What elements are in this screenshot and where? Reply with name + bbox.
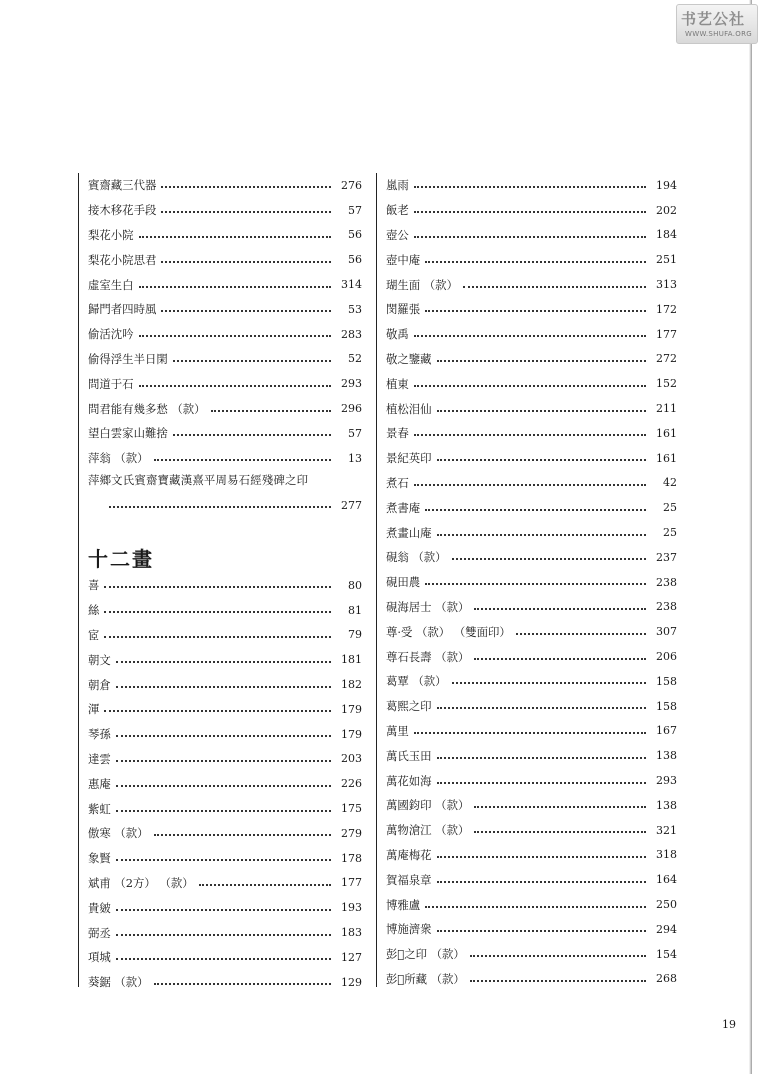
index-entry [88,421,362,446]
index-entry [386,719,677,744]
index-entry [386,545,677,570]
leader-dots [104,611,331,613]
index-entry [88,722,362,747]
index-page-number: 272 [656,352,677,366]
index-entry [88,396,362,421]
index-entry [386,917,677,942]
leader-dots [425,509,646,511]
index-page-number: 79 [348,628,362,642]
index-page-number: 56 [348,253,362,267]
leader-dots [104,586,331,588]
index-entry [386,495,677,520]
index-term: 煮石 [386,475,409,490]
leader-dots [425,310,646,312]
index-term: 壺公 [386,227,409,242]
index-entry [386,669,677,694]
index-term: 萍翁 （款） [88,451,149,466]
index-entry [88,446,362,471]
index-page-number: 172 [656,302,677,316]
leader-dots [437,757,646,759]
index-entry [386,595,677,620]
index-term: 飯老 [386,203,409,218]
leader-dots [139,385,331,387]
index-entry [386,843,677,868]
index-page-number: 277 [341,498,362,512]
index-term: 硯海居士 （款） [386,599,470,614]
leader-dots [414,335,646,337]
index-entry [386,793,677,818]
leader-dots [437,534,646,536]
index-page-number: 226 [341,777,362,791]
index-entry [386,942,677,967]
column-rule-left [78,173,79,987]
index-term: 萬氏玉田 [386,748,432,763]
index-term: 象賢 [88,851,111,866]
index-page-number: 25 [663,501,677,515]
index-entry [386,471,677,496]
index-page-number: 279 [341,826,362,840]
index-entry [88,297,362,322]
index-term: 虛室生白 [88,277,134,292]
index-term: 嵐雨 [386,178,409,193]
index-term: 朝文 [88,652,111,667]
index-entry [88,796,362,821]
index-page-number: 129 [341,975,362,989]
column-rule-right [376,173,377,987]
leader-dots [437,459,646,461]
watermark-text: 书艺公社 [681,10,746,28]
index-term: 植松泪仙 [386,401,432,416]
index-term: 瑚生面 （款） [386,277,458,292]
index-page-number: 164 [656,873,677,887]
leader-dots [474,658,646,660]
index-term: 閔羅張 [386,302,421,317]
index-entry [88,623,362,648]
index-entry-long [88,468,362,493]
index-page-number: 52 [348,352,362,366]
index-term: 葛覃 （款） [386,674,447,689]
index-term: 貴皴 [88,900,111,915]
index-page-number: 158 [656,699,677,713]
leader-dots [425,906,646,908]
index-term: 彭𣲖所藏 （款） [386,971,465,986]
index-page-number: 167 [656,724,677,738]
index-entry [88,347,362,372]
index-page-number: 161 [656,426,677,440]
leader-dots [437,360,646,362]
index-entry [386,967,677,992]
leader-dots [414,484,646,486]
leader-dots [116,810,331,812]
index-entry [386,694,677,719]
index-page-number: 276 [341,178,362,192]
index-term: 景紀英印 [386,451,432,466]
index-term: 歸門者四時風 [88,302,157,317]
index-page-number: 179 [341,702,362,716]
leader-dots [516,633,646,635]
leader-dots [437,856,646,858]
index-page-number: 57 [348,203,362,217]
index-entry [88,895,362,920]
leader-dots [470,980,646,982]
leader-dots [154,983,331,985]
index-page-number: 293 [341,377,362,391]
leader-dots [414,385,646,387]
leader-dots [414,732,646,734]
index-term: 宧 [88,627,100,642]
leader-dots [437,782,646,784]
index-term: 敬禹 [386,327,409,342]
watermark-logo [676,4,758,44]
index-page-number: 182 [341,678,362,692]
index-page-number: 179 [341,727,362,741]
index-column-left [78,173,366,993]
index-entry [88,598,362,623]
index-entry [88,697,362,722]
index-entry [88,920,362,945]
leader-dots [116,735,331,737]
index-entry-long-continuation [104,493,362,518]
index-page-number: 161 [656,451,677,465]
index-entry [386,892,677,917]
index-page-number: 193 [341,901,362,915]
index-term: 植東 [386,376,409,391]
index-term: 達雲 [88,751,111,766]
leader-dots [116,934,331,936]
leader-dots [116,785,331,787]
index-page-number: 57 [348,426,362,440]
index-term: 渾 [88,702,100,717]
leader-dots [437,930,646,932]
index-term: 博雅盧 [386,897,421,912]
leader-dots [104,710,331,712]
index-term: 葵鋸 （款） [88,975,149,990]
index-term: 彭𣲖之印 （款） [386,947,465,962]
leader-dots [109,506,331,508]
leader-dots [104,636,331,638]
index-term: 斌甫 （2方） （款） [88,875,194,890]
index-entry [386,446,677,471]
index-term: 絲 [88,603,100,618]
index-entry [386,272,677,297]
leader-dots [474,831,646,833]
index-page-number: 178 [341,851,362,865]
index-page-number: 152 [656,377,677,391]
leader-dots [414,236,646,238]
index-page-number: 177 [341,876,362,890]
index-term: 尊·受 （款） （雙面印） [386,624,511,639]
index-entry [88,647,362,672]
index-term: 偷得浮生半日閑 [88,351,168,366]
index-page-number: 158 [656,674,677,688]
index-term: 惠庵 [88,776,111,791]
index-column-right [376,173,681,993]
index-term: 敬之鑒藏 [386,351,432,366]
index-entry [386,644,677,669]
index-page-number: 237 [656,550,677,564]
index-page-number: 127 [341,950,362,964]
index-entry [88,322,362,347]
leader-dots [161,261,331,263]
leader-dots [414,186,646,188]
leader-dots [452,558,646,560]
index-entry [386,520,677,545]
leader-dots [414,434,646,436]
index-page-number: 206 [656,650,677,664]
index-entry [386,768,677,793]
index-entry [88,573,362,598]
leader-dots [139,286,331,288]
index-page-number: 314 [341,278,362,292]
index-term: 弼丞 [88,925,111,940]
leader-dots [199,884,331,886]
index-page-number: 202 [656,203,677,217]
index-page-number: 13 [348,451,362,465]
index-term: 接木移花手段 [88,203,157,218]
index-entry [386,223,677,248]
index-entry [88,821,362,846]
index-page-number: 154 [656,947,677,961]
index-page-number: 250 [656,898,677,912]
index-page-number: 181 [341,653,362,667]
leader-dots [161,310,331,312]
index-term: 尊石長壽 （款） [386,649,470,664]
leader-dots [425,583,646,585]
leader-dots [161,211,331,213]
index-entry [88,871,362,896]
leader-dots [116,909,331,911]
index-term: 萬國鈞印 （款） [386,798,470,813]
index-entry [386,247,677,272]
index-term: 壺中庵 [386,252,421,267]
leader-dots [116,859,331,861]
section-heading: 十二畫 [88,547,154,571]
index-term: 梨花小院思君 [88,252,157,267]
index-page-number: 211 [656,402,677,416]
index-term: 望白雲家山難捨 [88,426,168,441]
page-number: 19 [722,1018,736,1031]
index-term: 硯田農 [386,575,421,590]
index-term: 問君能有幾多愁 （款） [88,401,206,416]
index-entry [88,945,362,970]
index-term: 萬庵梅花 [386,847,432,862]
index-entry [88,371,362,396]
scan-edge-shadow [749,0,752,1074]
index-page-number: 313 [656,278,677,292]
index-entry [386,322,677,347]
index-entry [386,818,677,843]
leader-dots [425,261,646,263]
index-page-number: 307 [656,625,677,639]
leader-dots [116,958,331,960]
index-page-number: 184 [656,228,677,242]
leader-dots [437,410,646,412]
index-page-number: 80 [348,578,362,592]
index-entry [88,846,362,871]
index-page-number: 25 [663,526,677,540]
leader-dots [437,707,646,709]
leader-dots [154,834,331,836]
index-term: 煮書庵 [386,500,421,515]
index-page-number: 138 [656,798,677,812]
leader-dots [139,236,331,238]
leader-dots [116,760,331,762]
leader-dots [463,286,646,288]
index-entry [386,421,677,446]
index-entry [386,198,677,223]
leader-dots [474,608,646,610]
index-entry [386,347,677,372]
index-entry [88,173,362,198]
index-term: 項城 [88,950,111,965]
index-term: 葛熙之印 [386,699,432,714]
leader-dots [437,881,646,883]
index-entry [88,747,362,772]
index-term: 琴孫 [88,727,111,742]
leader-dots [139,335,331,337]
leader-dots [173,360,331,362]
index-term: 梨花小院 [88,227,134,242]
index-entry [386,396,677,421]
index-entry [88,970,362,995]
index-term: 景春 [386,426,409,441]
index-entry [88,247,362,272]
index-page-number: 194 [656,178,677,192]
index-entry [386,867,677,892]
index-term: 朝倉 [88,677,111,692]
index-entry [386,173,677,198]
index-entry [88,223,362,248]
index-entry [386,743,677,768]
index-term: 問道于石 [88,376,134,391]
index-page-number: 81 [348,603,362,617]
index-term: 萬花如海 [386,773,432,788]
index-page-number: 318 [656,848,677,862]
leader-dots [173,434,331,436]
index-entry [386,371,677,396]
index-term: 萬里 [386,723,409,738]
index-term: 博施濟衆 [386,922,432,937]
index-term: 傲寒 （款） [88,826,149,841]
index-term: 萍鄉文氏賓齋寶藏漢熹平周易石經殘碑之印 [88,473,309,488]
index-entry [88,771,362,796]
leader-dots [154,459,331,461]
index-term: 偷活沈吟 [88,327,134,342]
leader-dots [474,806,646,808]
index-term: 喜 [88,578,100,593]
leader-dots [116,661,331,663]
leader-dots [414,211,646,213]
index-term: 賀福泉章 [386,872,432,887]
index-page-number: 238 [656,575,677,589]
index-page-number: 203 [341,752,362,766]
index-entry [88,198,362,223]
index-page-number: 296 [341,402,362,416]
leader-dots [116,686,331,688]
index-page-number: 42 [663,476,677,490]
index-page-number: 268 [656,972,677,986]
index-entry [386,619,677,644]
index-entry [88,672,362,697]
index-page-number: 53 [348,302,362,316]
index-term: 煮畫山庵 [386,525,432,540]
index-term: 紫虹 [88,801,111,816]
index-page-number: 293 [656,774,677,788]
index-entry [386,570,677,595]
index-term: 硯翁 （款） [386,550,447,565]
leader-dots [470,955,646,957]
index-page-number: 56 [348,228,362,242]
index-page-number: 183 [341,926,362,940]
index-entry [88,272,362,297]
watermark-url: WWW.SHUFA.ORG [685,30,752,38]
index-term: 萬物滄江 （款） [386,823,470,838]
index-page-number: 177 [656,327,677,341]
index-entry [386,297,677,322]
index-page-number: 175 [341,802,362,816]
index-page-number: 283 [341,327,362,341]
index-page-number: 321 [656,823,677,837]
leader-dots [161,186,331,188]
index-page-number: 251 [656,253,677,267]
index-page-number: 294 [656,922,677,936]
leader-dots [452,682,646,684]
leader-dots [211,410,331,412]
index-page-number: 238 [656,600,677,614]
index-page-number: 138 [656,749,677,763]
index-term: 賓齋藏三代器 [88,178,157,193]
